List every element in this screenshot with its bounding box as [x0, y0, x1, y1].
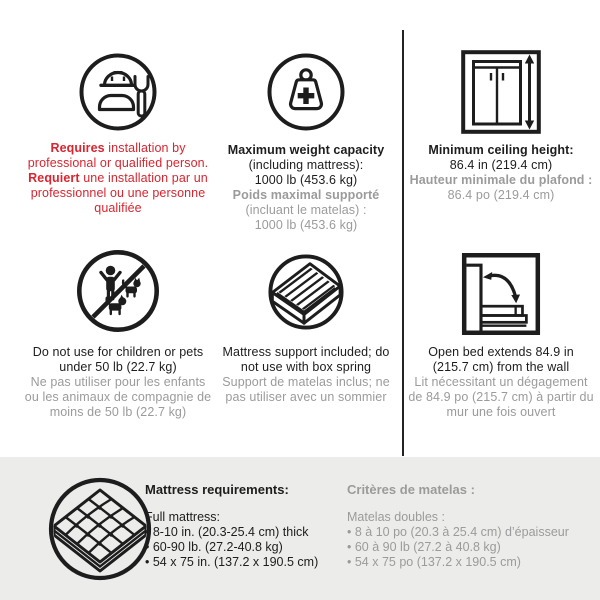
spec-weight-en: • 60-90 lb. (27.2-40.8 kg) [145, 540, 345, 555]
spec-size-fr: • 54 x 75 po (137.2 x 190.5 cm) [347, 555, 597, 570]
mattress-requirements-heading-en: Mattress requirements: [145, 482, 289, 497]
full-mattress-label: Full mattress: [145, 510, 221, 524]
mattress-requirements-en [145, 482, 345, 570]
spec-thickness-en: • 8-10 in. (20.3-25.4 cm) thick [145, 525, 345, 540]
spec-thickness-fr: • 8 à 10 po (20.3 à 25.4 cm) d’épaisseur [347, 525, 597, 540]
spec-weight-fr: • 60 à 90 lb (27.2 à 40.8 kg) [347, 540, 597, 555]
ceiling-height-text: Minimum ceiling height: 86.4 in (219.4 cm) Hauteur minimale du plafond : 86.4 po (219.4 cm) [409, 143, 593, 202]
mattress-requirements-section [0, 457, 600, 600]
open-bed-icon [405, 253, 597, 335]
installer-icon [12, 52, 224, 132]
weight-capacity-cell [212, 52, 400, 233]
mattress-support-text: Mattress support included; do not use with box spring Support de matelas inclus; ne pas utiliser avec un sommier [222, 345, 390, 404]
installation-warning-text: Requires installation by professional or qualified person. Requiert une installation par un professionnel ou une personne qualifiée [27, 141, 209, 215]
ceiling-height-icon [405, 50, 597, 134]
open-bed-text: Open bed extends 84.9 in (215.7 cm) from the wall Lit nécessitant un dégagement de 84.9 po (215.7 cm) à partir du mur une fois ouvert [408, 345, 594, 419]
no-children-pets-text: Do not use for children or pets under 50 lb (22.7 kg) Ne pas utiliser pour les enfants ou les animaux de compagnie de moins de 50 lb (22.7 kg) [24, 345, 212, 419]
ceiling-height-cell [405, 50, 597, 203]
mattress-requirements-fr [347, 482, 597, 570]
open-bed-cell [405, 253, 597, 420]
weight-capacity-icon [212, 52, 400, 132]
mattress-specs-fr [347, 525, 597, 570]
mattress-support-icon [212, 253, 400, 331]
full-mattress-label-fr: Matelas doubles : [347, 510, 445, 524]
mattress-requirements-heading-fr: Critères de matelas : [347, 482, 475, 497]
mattress-specs-en [145, 525, 345, 570]
weight-capacity-text: Maximum weight capacity (including mattress): 1000 lb (453.6 kg) Poids maximal supporté (incluant le matelas) : 1000 lb (453.6 kg) [227, 143, 385, 232]
spec-size-en: • 54 x 75 in. (137.2 x 190.5 cm) [145, 555, 345, 570]
installation-cell [12, 52, 224, 216]
column-divider [402, 30, 404, 456]
mattress-icon [48, 477, 152, 581]
mattress-support-cell [212, 253, 400, 405]
no-children-pets-cell [12, 250, 224, 420]
no-children-pets-icon [12, 250, 224, 332]
